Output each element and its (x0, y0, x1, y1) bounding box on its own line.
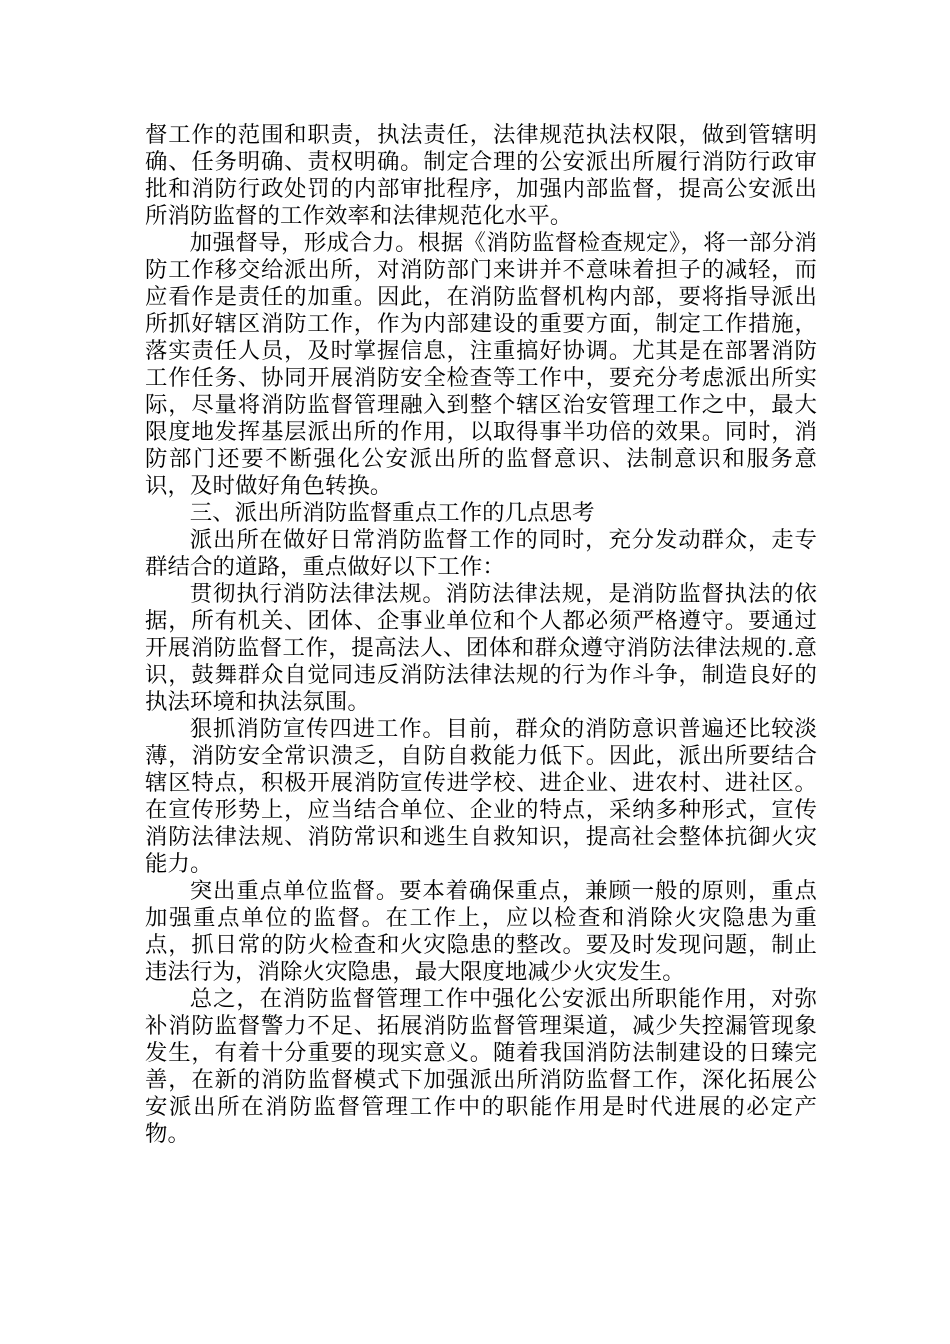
paragraph-publicity: 狠抓消防宣传四进工作。目前，群众的消防意识普遍还比较淡薄，消防安全常识溃乏，自防自救能力低下。因此，派出所要结合辖区特点，积极开展消防宣传进学校、进企业、进农村、进社区。在宣传形势上，应当结合单位、企业的特点，采纳多种形式，宣传消防法律法规、消防常识和逃生自救知识，提高社会整体抗御火灾能力。 (145, 716, 817, 877)
paragraph-conclusion: 总之，在消防监督管理工作中强化公安派出所职能作用，对弥补消防监督警力不足、拓展消防监督管理渠道，减少失控漏管现象发生，有着十分重要的现实意义。随着我国消防法制建设的日臻完善，在新的消防监督模式下加强派出所消防监督工作，深化拓展公安派出所在消防监督管理工作中的职能作用是时代进展的必定产物。 (145, 986, 817, 1147)
section-heading: 三、派出所消防监督重点工作的几点思考 (189, 500, 595, 526)
paragraph-supervision-guidance: 加强督导，形成合力。根据《消防监督检查规定》，将一部分消防工作移交给派出所，对消防部门来讲并不意味着担子的减轻，而应看作是责任的加重。因此，在消防监督机构内部，要将指导派出所抓好辖区消防工作，作为内部建设的重要方面，制定工作措施，落实责任人员，及时掌握信息，注重搞好协调。尤其是在部署消防工作任务、协同开展消防安全检查等工作中，要充分考虑派出所实际，尽量将消防监督管理融入到整个辖区治安管理工作之中，最大限度地发挥基层派出所的作用，以取得事半功倍的效果。同时，消防部门还要不断强化公安派出所的监督意识、法制意识和服务意识，及时做好角色转换。 (145, 230, 817, 499)
paragraph-laws: 贯彻执行消防法律法规。消防法律法规，是消防监督执法的依据，所有机关、团体、企事业单位和个人都必须严格遵守。要通过开展消防监督工作，提高法人、团体和群众遵守消防法律法规的.意识，鼓舞群众自觉同违反消防法律法规的行为作斗争，制造良好的执法环境和执法氛围。 (145, 581, 817, 715)
document-body (145, 122, 817, 1148)
paragraph-key-units: 突出重点单位监督。要本着确保重点，兼顾一般的原则，重点加强重点单位的监督。在工作上，应以检查和消除火灾隐患为重点，抓日常的防火检查和火灾隐患的整改。要及时发现问题，制止违法行为，消除火灾隐患，最大限度地减少火灾发生。 (145, 878, 817, 985)
paragraph-continuation: 督工作的范围和职责，执法责任，法律规范执法权限，做到管辖明确、任务明确、责权明确。制定合理的公安派出所履行消防行政审批和消防行政处罚的内部审批程序，加强内部监督，提高公安派出所消防监督的工作效率和法律规范化水平。 (145, 122, 817, 229)
paragraph-intro: 派出所在做好日常消防监督工作的同时，充分发动群众，走专群结合的道路，重点做好以下工作： (145, 527, 817, 580)
